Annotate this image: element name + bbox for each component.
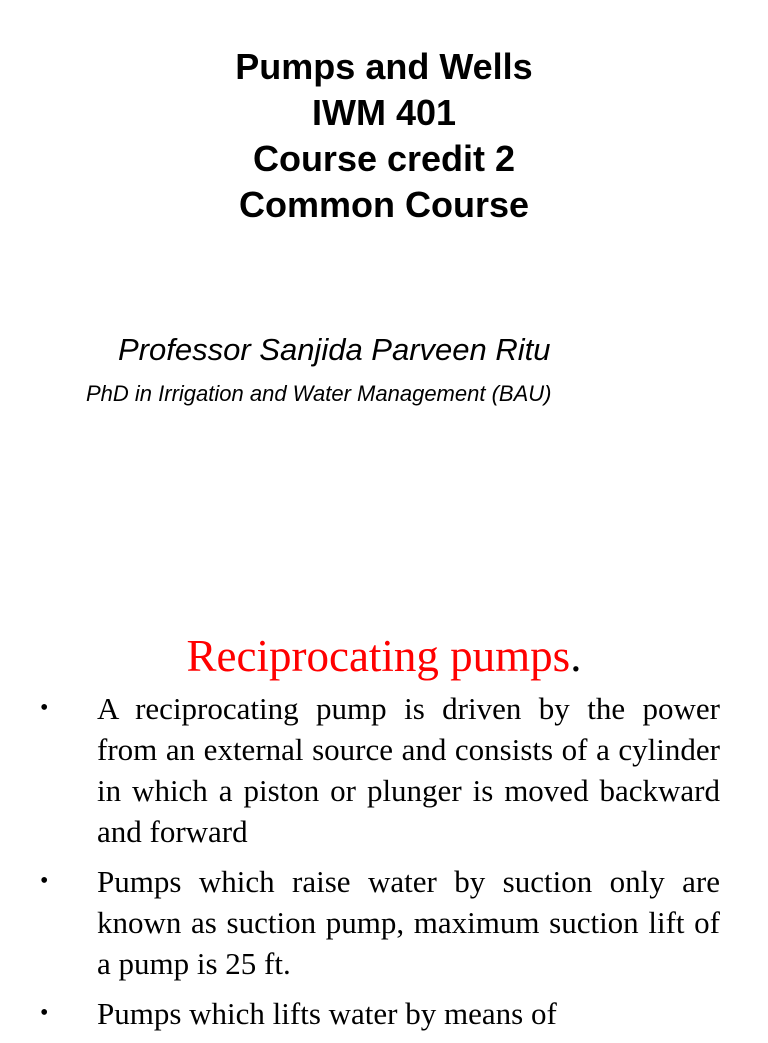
list-item [40,861,720,984]
section-heading-text: Reciprocating pumps [186,631,571,681]
bullet-icon: • [40,1000,49,1026]
list-item [40,688,720,852]
bullet-text: A reciprocating pump is driven by the power from an external source and consists of a cylinder in which a piston or plunger is moved backward and forward [97,691,720,849]
title-line-course-type: Common Course [238,184,530,225]
document-title [0,44,768,228]
section-heading [0,630,768,682]
section-heading-period: . [570,631,582,681]
bullet-icon: • [40,695,49,721]
bullet-text: Pumps which raise water by suction only are known as suction pump, maximum suction lift of a pump is 25 ft. [97,864,720,981]
bullet-list [40,688,720,1043]
title-line-course-credit: Course credit 2 [252,138,516,179]
bullet-text: Pumps which lifts water by means of [97,996,557,1031]
author-degree: PhD in Irrigation and Water Management (BAU) [86,381,552,406]
bullet-icon: • [40,868,49,894]
author-name: Professor Sanjida Parveen Ritu [118,332,551,367]
title-line-course-name: Pumps and Wells [235,46,533,87]
title-line-course-code: IWM 401 [311,92,457,133]
list-item [40,993,720,1034]
